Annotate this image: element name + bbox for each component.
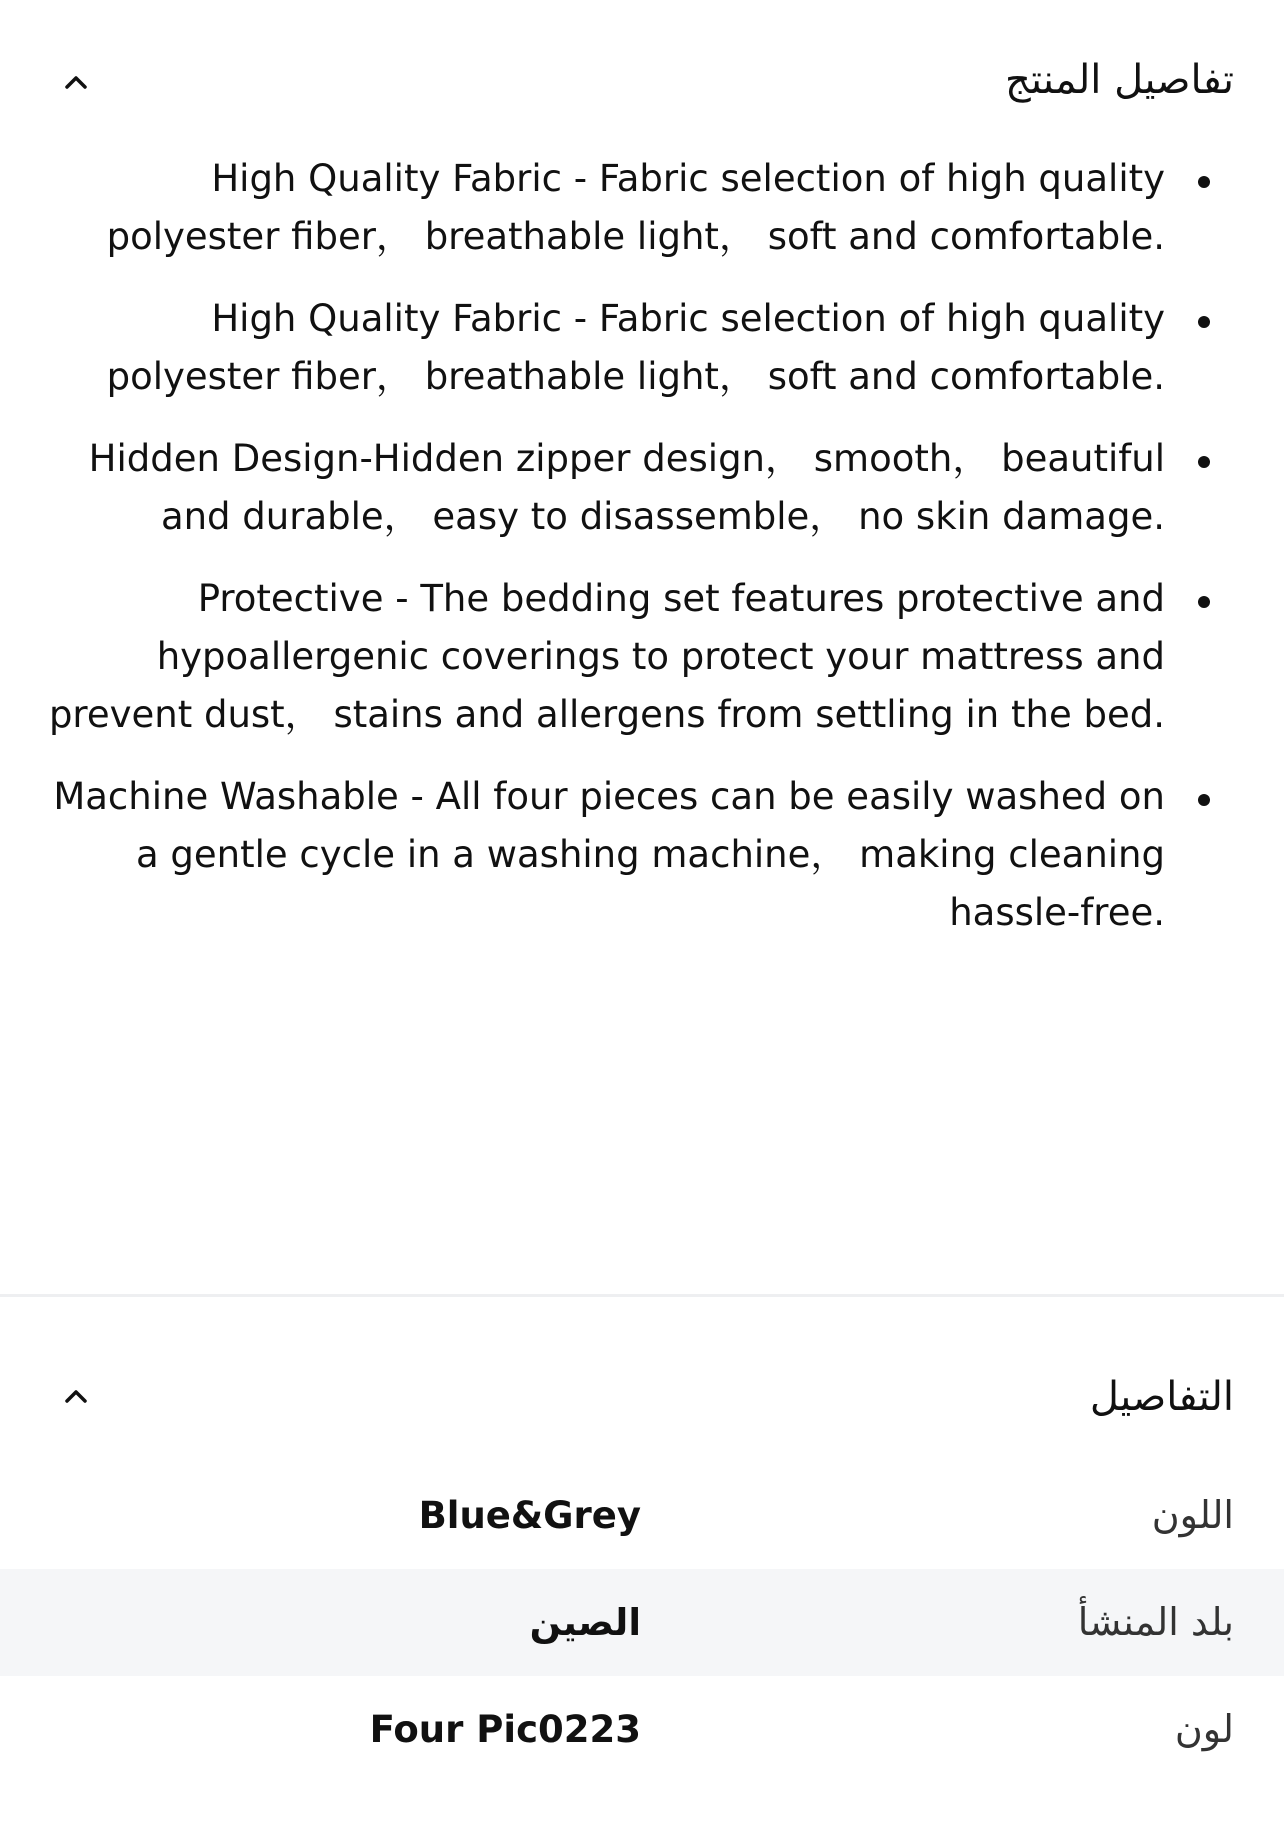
section-divider <box>0 1294 1284 1297</box>
list-item <box>40 768 1230 942</box>
table-row <box>0 1676 1284 1783</box>
bullet-dot <box>1198 794 1210 806</box>
chevron-up-icon[interactable] <box>56 62 96 102</box>
feature-text: Hidden Design-Hidden zipper design， smooth， beautiful and durable， easy to disassemble， no skin damage. <box>88 437 1165 538</box>
list-item <box>40 430 1230 546</box>
feature-text: High Quality Fabric - Fabric selection of high quality polyester fiber， breathable light， soft and comfortable. <box>106 157 1165 258</box>
feature-text: Protective - The bedding set features protective and hypoallergenic coverings to protect your mattress and prevent dust， stains and allergens from settling in the bed. <box>48 577 1165 736</box>
spec-label: لون <box>1174 1707 1234 1751</box>
bullet-dot <box>1198 176 1210 188</box>
list-item <box>40 570 1230 744</box>
product-details-title: تفاصيل المنتج <box>1005 57 1234 103</box>
table-row <box>0 1569 1284 1676</box>
bullet-dot <box>1198 456 1210 468</box>
product-details-header[interactable] <box>0 20 1284 110</box>
spec-label: بلد المنشأ <box>1077 1600 1234 1644</box>
feature-text: High Quality Fabric - Fabric selection of high quality polyester fiber， breathable light， soft and comfortable. <box>106 297 1165 398</box>
spec-value: Four Pic0223 <box>369 1708 641 1751</box>
feature-text: Machine Washable - All four pieces can be easily washed on a gentle cycle in a washing machine， making cleaning hassle-free. <box>53 775 1165 934</box>
table-row <box>0 1462 1284 1569</box>
specifications-table <box>0 1462 1284 1783</box>
spec-value: Blue&Grey <box>418 1494 641 1537</box>
spec-value: الصين <box>529 1601 641 1644</box>
chevron-up-icon[interactable] <box>56 1376 96 1416</box>
bullet-dot <box>1198 316 1210 328</box>
product-feature-list <box>40 150 1230 966</box>
bullet-dot <box>1198 596 1210 608</box>
spec-label: اللون <box>1151 1493 1234 1537</box>
list-item <box>40 290 1230 406</box>
list-item <box>40 150 1230 266</box>
specifications-title: التفاصيل <box>1089 1374 1234 1420</box>
specifications-header[interactable] <box>0 1337 1284 1427</box>
